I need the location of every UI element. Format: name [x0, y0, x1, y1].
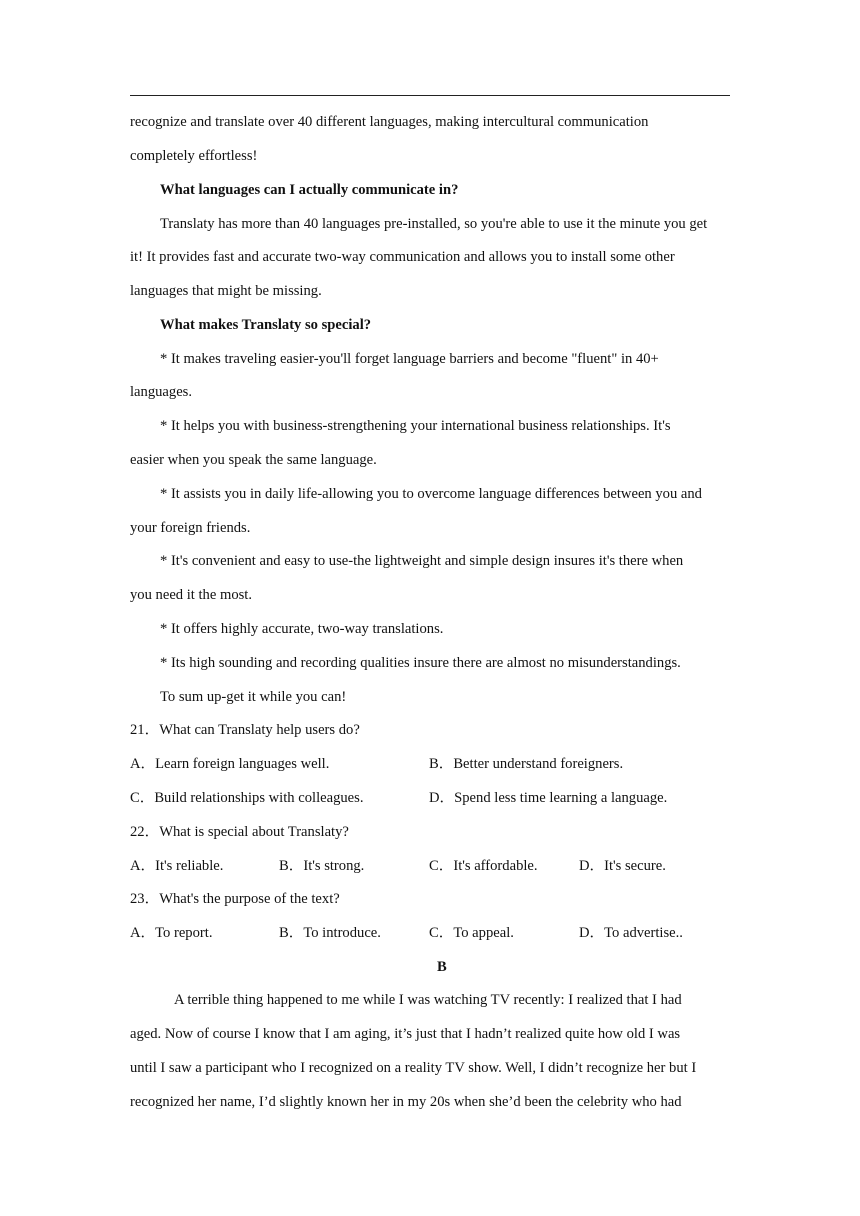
q21-option-c: C．Build relationships with colleagues.: [130, 790, 364, 806]
q22-option-a: A．It's reliable.: [130, 858, 224, 874]
q21-option-a: A．Learn foreign languages well.: [130, 756, 330, 772]
text-line: until I saw a participant who I recognized on a reality TV show. Well, I didn’t recognize her but I: [130, 1060, 697, 1076]
q23-option-a: A．To report.: [130, 925, 213, 941]
closing-line: To sum up-get it while you can!: [160, 689, 347, 705]
bullet-line: * It offers highly accurate, two-way translations.: [160, 621, 444, 637]
bullet-line: * It makes traveling easier-you'll forget language barriers and become "fluent" in 40+: [160, 351, 659, 367]
bullet-line: you need it the most.: [130, 587, 253, 603]
text-line: Translaty has more than 40 languages pre-installed, so you're able to use it the minute you get: [160, 216, 708, 232]
q23-option-c: C．To appeal.: [429, 925, 514, 941]
section-heading: What languages can I actually communicate in?: [160, 182, 459, 198]
bullet-line: * Its high sounding and recording qualities insure there are almost no misunderstandings.: [160, 655, 681, 671]
bullet-line: your foreign friends.: [130, 520, 251, 536]
text-line: recognize and translate over 40 different languages, making intercultural communication: [130, 114, 649, 130]
text-line: it! It provides fast and accurate two-way communication and allows you to install some other: [130, 249, 675, 265]
bullet-line: easier when you speak the same language.: [130, 452, 377, 468]
q21-option-b: B．Better understand foreigners.: [429, 756, 624, 772]
text-line: completely effortless!: [130, 148, 258, 164]
q22-option-d: D．It's secure.: [579, 858, 666, 874]
text-line: recognized her name, I’d slightly known her in my 20s when she’d been the celebrity who had: [130, 1094, 682, 1110]
text-line: aged. Now of course I know that I am aging, it’s just that I hadn’t realized quite how old I was: [130, 1026, 681, 1042]
text-line: A terrible thing happened to me while I was watching TV recently: I realized that I had: [174, 992, 682, 1008]
question-21: 21．What can Translaty help users do?: [130, 722, 360, 738]
question-22: 22．What is special about Translaty?: [130, 824, 349, 840]
q23-option-d: D．To advertise..: [579, 925, 683, 941]
bullet-line: * It assists you in daily life-allowing you to overcome language differences between you and: [160, 486, 702, 502]
q21-option-d: D．Spend less time learning a language.: [429, 790, 668, 806]
page-header-rule: [130, 95, 730, 96]
bullet-line: * It helps you with business-strengthening your international business relationships. It's: [160, 418, 671, 434]
section-label: B: [437, 959, 447, 975]
q22-option-c: C．It's affordable.: [429, 858, 538, 874]
question-23: 23．What's the purpose of the text?: [130, 891, 340, 907]
bullet-line: * It's convenient and easy to use-the lightweight and simple design insures it's there when: [160, 553, 684, 569]
section-heading: What makes Translaty so special?: [160, 317, 372, 333]
bullet-line: languages.: [130, 384, 193, 400]
q22-option-b: B．It's strong.: [279, 858, 365, 874]
text-line: languages that might be missing.: [130, 283, 322, 299]
q23-option-b: B．To introduce.: [279, 925, 381, 941]
